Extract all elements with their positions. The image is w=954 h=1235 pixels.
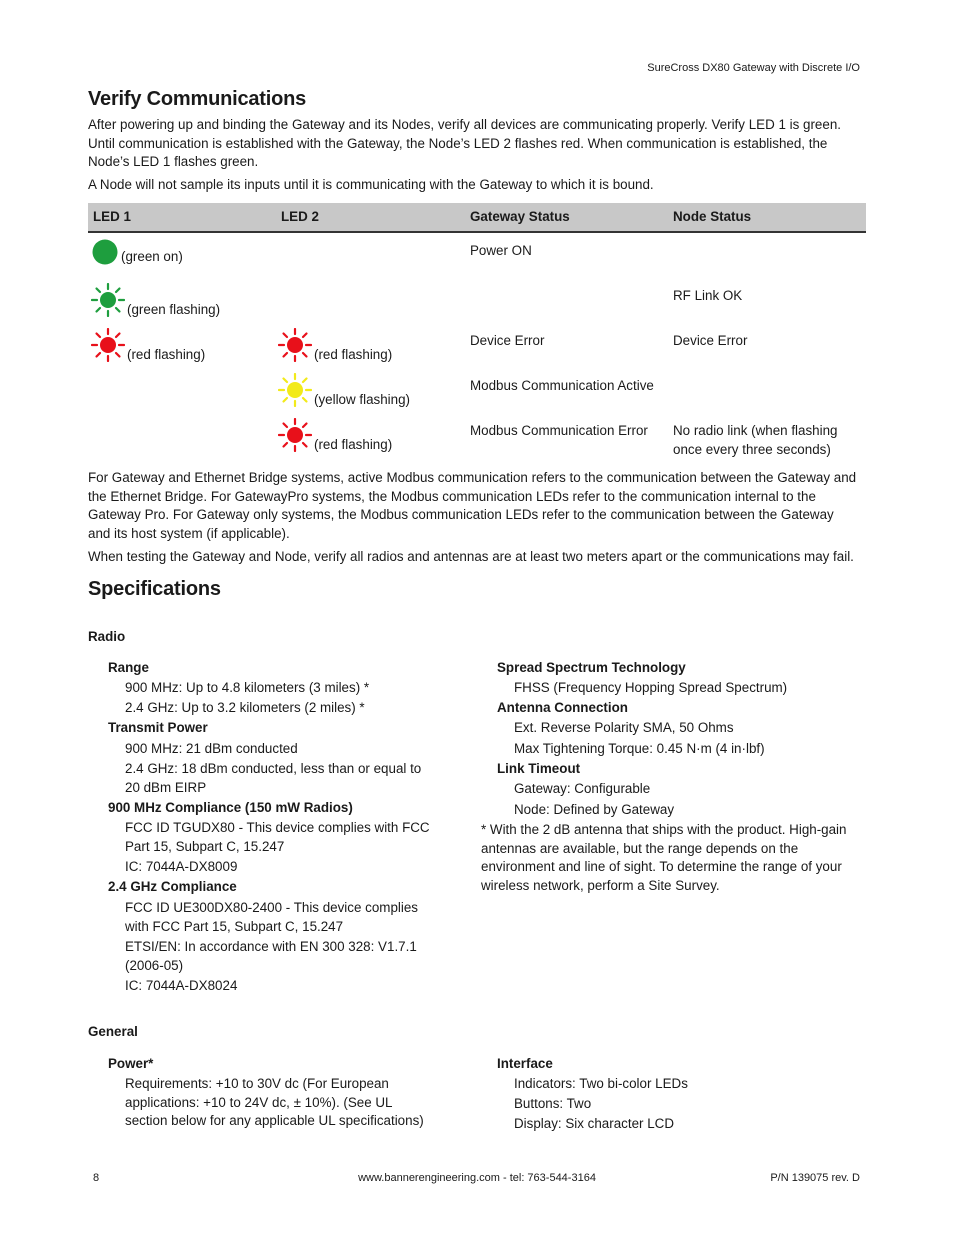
power-requirements: Requirements: +10 to 30V dc (For European applications: +10 to 24V dc, ± 10%). (See UL section below for any applicable UL specifications) <box>125 1076 424 1129</box>
compliance-900-ic: IC: 7044A-DX8009 <box>125 859 238 874</box>
verify-note-paragraph: A Node will not sample its inputs until it is communicating with the Gateway to which it is bound. <box>88 177 654 192</box>
flashing-red-led-icon <box>278 418 312 452</box>
table-header-row <box>88 203 866 233</box>
link-timeout-label: Link Timeout <box>497 761 581 776</box>
column-header-led1: LED 1 <box>93 209 131 224</box>
compliance-24-label: 2.4 GHz Compliance <box>108 879 237 894</box>
flashing-yellow-led-icon <box>278 373 312 407</box>
part-number: P/N 139075 rev. D <box>770 1172 860 1184</box>
flashing-green-led-icon <box>91 283 125 317</box>
interface-display: Display: Six character LCD <box>514 1116 674 1131</box>
led1-cell <box>91 328 205 362</box>
antenna-type-value: Ext. Reverse Polarity SMA, 50 Ohms <box>514 720 734 735</box>
gateway-status-cell: Modbus Communication Error <box>470 423 648 438</box>
table-row <box>88 328 866 373</box>
led2-label: (red flashing) <box>314 437 393 452</box>
footer-contact: www.bannerengineering.com - tel: 763-544-3164 <box>358 1172 596 1184</box>
antenna-torque-value: Max Tightening Torque: 0.45 N·m (4 in·lbf) <box>514 741 765 756</box>
section-title-verify: Verify Communications <box>88 88 307 110</box>
compliance-24-etsi: ETSI/EN: In accordance with EN 300 328: V1.7.1 (2006-05) <box>125 939 417 973</box>
led1-cell <box>91 283 220 317</box>
range-900-value: 900 MHz: Up to 4.8 kilometers (3 miles) * <box>125 680 370 695</box>
compliance-900-label: 900 MHz Compliance (150 mW Radios) <box>108 800 353 815</box>
led2-cell <box>278 328 392 362</box>
interface-indicators: Indicators: Two bi-color LEDs <box>514 1076 688 1091</box>
flashing-red-led-icon <box>278 328 312 362</box>
column-header-gateway-status: Gateway Status <box>470 209 570 224</box>
section-title-specifications: Specifications <box>88 578 221 600</box>
spread-spectrum-value: FHSS (Frequency Hopping Spread Spectrum) <box>514 680 788 695</box>
table-row <box>88 373 866 418</box>
transmit-24-value: 2.4 GHz: 18 dBm conducted, less than or equal to 20 dBm EIRP <box>125 761 422 795</box>
led1-label: (green flashing) <box>127 302 221 317</box>
transmit-power-label: Transmit Power <box>108 720 208 735</box>
led-status-table <box>88 203 866 463</box>
gateway-status-cell: Modbus Communication Active <box>470 378 654 393</box>
led1-label: (red flashing) <box>127 347 206 362</box>
verify-intro-paragraph: After powering up and binding the Gateway and its Nodes, verify all devices are communicating properly. Verify LED 1 is green. Until communication is established with the Gateway, the Node’s LED 2 flashes red. When communication is established, the Node’s LED 1 flashes green. <box>88 117 841 170</box>
link-timeout-gateway: Gateway: Configurable <box>514 781 651 796</box>
gateway-status-cell: Power ON <box>470 243 532 258</box>
column-header-node-status: Node Status <box>673 209 752 224</box>
table-row <box>88 238 866 283</box>
gateway-status-cell: Device Error <box>470 333 545 348</box>
led1-cell <box>91 238 183 266</box>
page-number: 8 <box>93 1172 100 1184</box>
node-status-cell: RF Link OK <box>673 288 743 303</box>
interface-buttons: Buttons: Two <box>514 1096 592 1111</box>
antenna-connection-label: Antenna Connection <box>497 700 628 715</box>
general-heading: General <box>88 1024 138 1039</box>
led2-cell <box>278 418 392 452</box>
flashing-red-led-icon <box>91 328 125 362</box>
solid-green-led-icon <box>91 238 119 266</box>
testing-note-paragraph: When testing the Gateway and Node, verify all radios and antennas are at least two meters apart or the communications may fail. <box>88 549 854 564</box>
compliance-24-ic: IC: 7044A-DX8024 <box>125 978 238 993</box>
modbus-note-paragraph: For Gateway and Ethernet Bridge systems, active Modbus communication refers to the communication between the Gateway and the Ethernet Bridge. For GatewayPro systems, the Modbus communication LEDs refer to the communication internal to the Gateway Pro. For Gateway only systems, the Modbus communication LEDs refer to the communication between the Gateway and its host system (if applicable). <box>88 470 857 542</box>
transmit-900-value: 900 MHz: 21 dBm conducted <box>125 741 298 756</box>
led2-label: (red flashing) <box>314 347 393 362</box>
node-status-cell: No radio link (when flashing once every three seconds) <box>673 423 838 457</box>
power-label: Power* <box>108 1056 154 1071</box>
compliance-900-fcc: FCC ID TGUDX80 - This device complies with FCC Part 15, Subpart C, 15.247 <box>125 820 430 854</box>
table-row <box>88 418 866 463</box>
led1-label: (green on) <box>121 249 183 264</box>
table-row <box>88 283 866 328</box>
led2-label: (yellow flashing) <box>314 392 411 407</box>
link-timeout-node: Node: Defined by Gateway <box>514 802 675 817</box>
range-label: Range <box>108 660 149 675</box>
node-status-cell: Device Error <box>673 333 748 348</box>
range-24-value: 2.4 GHz: Up to 3.2 kilometers (2 miles) * <box>125 700 365 715</box>
interface-label: Interface <box>497 1056 553 1071</box>
running-header: SureCross DX80 Gateway with Discrete I/O <box>647 62 860 74</box>
column-header-led2: LED 2 <box>281 209 319 224</box>
led2-cell <box>278 373 410 407</box>
spread-spectrum-label: Spread Spectrum Technology <box>497 660 686 675</box>
radio-heading: Radio <box>88 629 126 644</box>
range-footnote: * With the 2 dB antenna that ships with the product. High-gain antennas are available, but the range depends on the environment and line of sight. To determine the range of your wireless network, perform a Site Survey. <box>481 822 847 894</box>
compliance-24-fcc: FCC ID UE300DX80-2400 - This device complies with FCC Part 15, Subpart C, 15.247 <box>125 900 418 934</box>
